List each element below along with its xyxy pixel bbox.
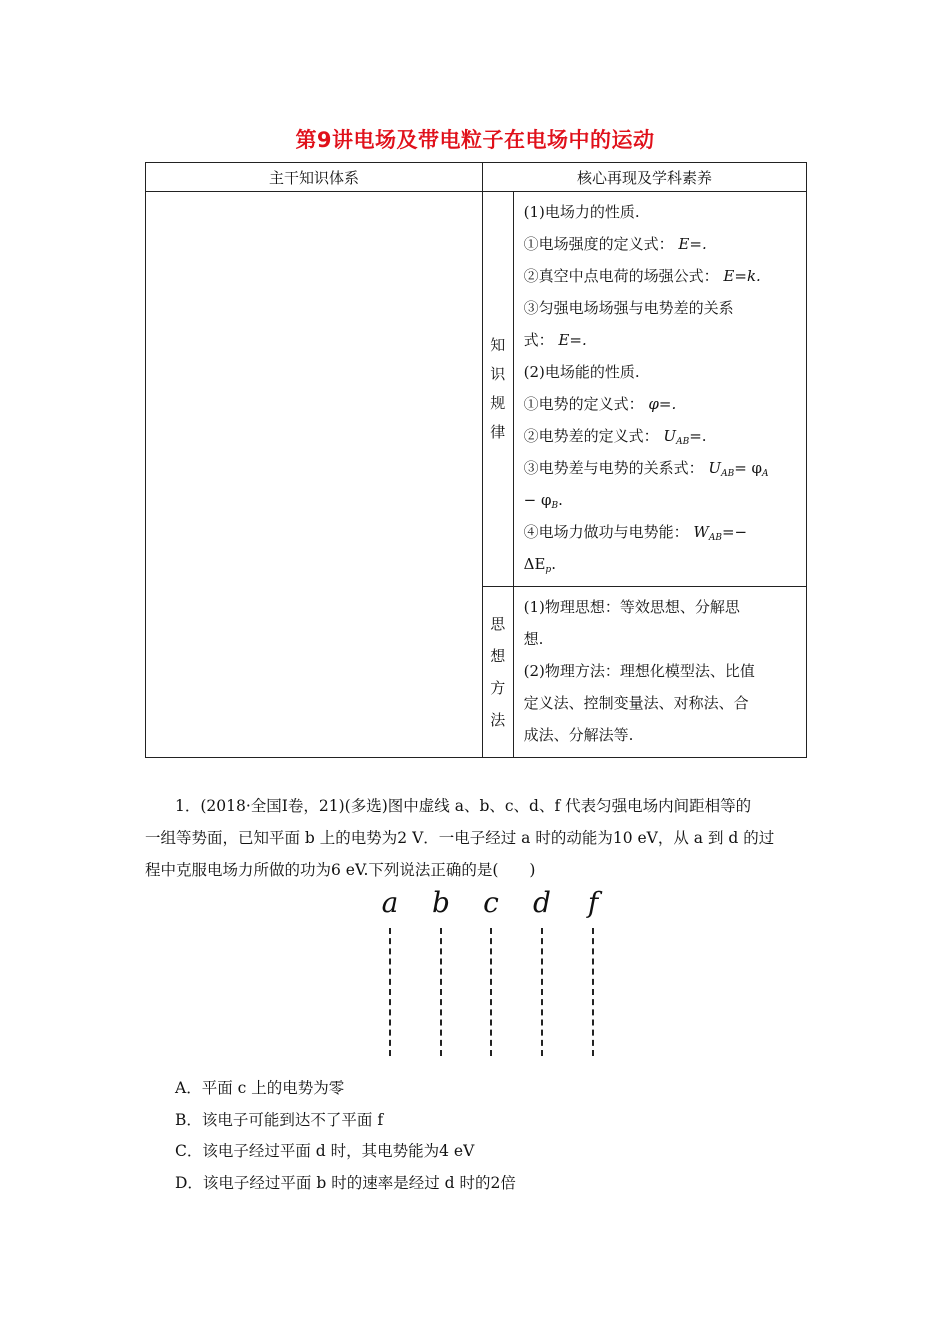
text-line: $\Delta E_p$. [523, 555, 556, 575]
text-line: ③匀强电场场强与电势差的关系 [523, 299, 734, 317]
plane-label-f: f [587, 886, 599, 919]
section-label-knowledge-rules: 知 识 规 律 [482, 192, 513, 587]
main-knowledge-cell [146, 192, 483, 758]
plane-label-b: b [432, 886, 450, 919]
header-main-knowledge: 主干知识体系 [146, 163, 483, 192]
text-line: 成法、分解法等. [523, 726, 634, 744]
text-line: (1)物理思想：等效思想、分解思 [523, 598, 740, 616]
section-label-thinking-methods: 思 想 方 法 [482, 587, 513, 758]
knowledge-table [145, 162, 807, 758]
option-c[interactable]: C．该电子经过平面 d 时，其电势能为4 eV [175, 1142, 475, 1160]
question-line: 1．(2018·全国Ⅰ卷，21)(多选)图中虚线 a、b、c、d、f 代表匀强电场内间距相等的 [175, 797, 752, 815]
text-line: 想. [523, 630, 544, 648]
question-stem [145, 790, 807, 886]
dashed-line-b [440, 928, 442, 1056]
text-line: ①电场强度的定义式： E=. [523, 235, 707, 253]
dashed-line-a [389, 928, 391, 1056]
text-line: 式： E=. [523, 331, 587, 349]
plane-label-a: a [381, 886, 399, 919]
equipotential-figure [372, 886, 612, 1061]
text-line: ④电场力做功与电势能： $W_{AB}=-$ [523, 523, 748, 543]
text-line: (1)电场力的性质. [523, 203, 640, 221]
text-line: ②真空中点电荷的场强公式： E=k. [523, 267, 761, 285]
text-line: ①电势的定义式： φ=. [523, 395, 677, 413]
text-line: 定义法、控制变量法、对称法、合 [523, 694, 749, 712]
header-core-competency: 核心再现及学科素养 [482, 163, 806, 192]
question-line: 程中克服电场力所做的功为6 eV.下列说法正确的是( ) [145, 861, 536, 879]
text-line: ③电势差与电势的关系式： $U_{AB}= \varphi_A$ [523, 459, 769, 479]
thinking-methods-content [513, 587, 806, 758]
text-line: ②电势差的定义式： $U_{AB}=$. [523, 427, 707, 447]
text-line: (2)物理方法：理想化模型法、比值 [523, 662, 755, 680]
answer-options [175, 1073, 516, 1199]
dashed-line-f [592, 928, 594, 1056]
option-a[interactable]: A．平面 c 上的电势为零 [175, 1079, 345, 1097]
knowledge-rules-content [513, 192, 806, 587]
page-title: 第9讲电场及带电粒子在电场中的运动 [295, 128, 655, 152]
dashed-line-c [490, 928, 492, 1056]
text-line: − $\varphi_B$. [523, 491, 563, 511]
plane-label-c: c [483, 886, 499, 919]
plane-label-d: d [533, 886, 551, 919]
text-line: (2)电场能的性质. [523, 363, 640, 381]
option-b[interactable]: B．该电子可能到达不了平面 f [175, 1110, 384, 1129]
dashed-line-d [541, 928, 543, 1056]
option-d[interactable]: D．该电子经过平面 b 时的速率是经过 d 时的2倍 [175, 1173, 516, 1192]
question-line: 一组等势面，已知平面 b 上的电势为2 V．一电子经过 a 时的动能为10 eV，从 a 到 d 的过 [145, 829, 775, 847]
